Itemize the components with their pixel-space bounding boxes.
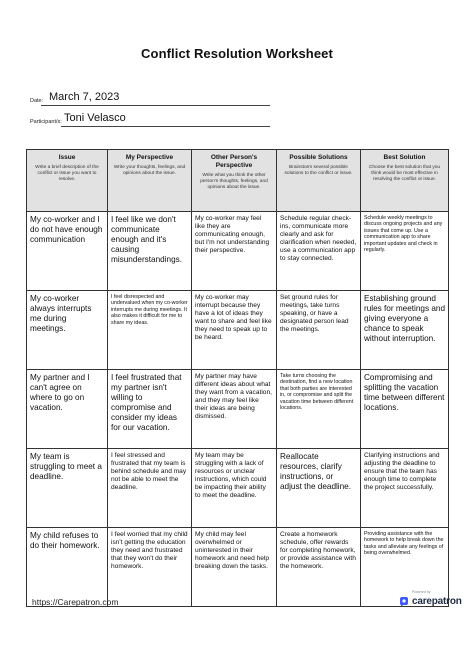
participant-underline <box>61 126 270 127</box>
best-solution-cell: Schedule weekly meetings to discuss ongoing projects and any issues that come up. Use a communication app to share important updates and check in regularly. <box>361 212 449 291</box>
carepatron-branding <box>398 590 462 620</box>
table-row <box>27 528 449 607</box>
carepatron-link[interactable]: https://Carepatron.com <box>32 597 119 607</box>
possible-solutions-cell: Create a homework schedule, offer rewards for completing homework, or provide assistance with the homework. <box>277 528 361 607</box>
brand-name: carepatron <box>412 596 462 607</box>
my-perspective-cell: I feel disrespected and undervalued when my co-worker interrupts me during meetings. It also makes it difficult for me to share my ideas. <box>108 291 192 370</box>
carepatron-logo-icon <box>398 596 410 608</box>
my-perspective-cell: I feel frustrated that my partner isn't willing to compromise and consider my ideas for our vacation. <box>108 370 192 449</box>
header-description: Write a brief description of the conflict or issue you want to resolve. <box>35 165 99 182</box>
header-description: Brainstorm several possible solutions to the conflict or issue. <box>284 165 353 176</box>
issue-cell: My child refuses to do their homework. <box>27 528 108 607</box>
participant-value: Toni Velasco <box>64 112 126 124</box>
date-field <box>30 86 270 106</box>
my-perspective-cell: I feel worried that my child isn't getting the education they need and frustrated that they won't do their homework. <box>108 528 192 607</box>
header-other-perspective <box>192 150 277 212</box>
date-value: March 7, 2023 <box>49 91 120 103</box>
table-row <box>27 370 449 449</box>
best-solution-cell: Compromising and splitting the vacation time between different locations. <box>361 370 449 449</box>
header-title: Other Person's Perspective <box>210 154 258 169</box>
participant-label: Participant/s: <box>30 119 62 125</box>
header-possible-solutions <box>277 150 361 212</box>
issue-cell: My co-worker always interrupts me during meetings. <box>27 291 108 370</box>
issue-cell: My partner and I can't agree on where to go on vacation. <box>27 370 108 449</box>
header-title: My Perspective <box>125 154 174 161</box>
header-my-perspective <box>108 150 192 212</box>
header-title: Issue <box>58 154 76 161</box>
issue-cell: My co-worker and I do not have enough communication <box>27 212 108 291</box>
possible-solutions-cell: Schedule regular check-ins, communicate more clearly and ask for clarification when needed, use a communication app to stay connected. <box>277 212 361 291</box>
participant-field <box>30 107 270 127</box>
best-solution-cell: Clarifying instructions and adjusting the deadline to ensure that the team has enough time to complete the project successfully. <box>361 449 449 528</box>
table-row <box>27 212 449 291</box>
header-description: Write what you think the other person's thoughts, feelings, and opinions about the issue. <box>200 173 268 190</box>
date-label: Date: <box>30 98 44 104</box>
issue-cell: My team is struggling to meet a deadline. <box>27 449 108 528</box>
table-header-row <box>27 150 449 212</box>
header-description: Choose the best solution that you think would be most effective in resolving the conflict or issue. <box>368 165 441 182</box>
other-perspective-cell: My team may be struggling with a lack of resources or unclear instructions, which could be impacting their ability to meet the deadline. <box>192 449 277 528</box>
possible-solutions-cell: Reallocate resources, clarify instructions, or adjust the deadline. <box>277 449 361 528</box>
worksheet-title: Conflict Resolution Worksheet <box>141 46 333 61</box>
other-perspective-cell: My partner may have different ideas about what they want from a vacation, and they may feel like their ideas are being dismissed. <box>192 370 277 449</box>
powered-by-text: Powered by <box>412 590 431 594</box>
table-row <box>27 291 449 370</box>
my-perspective-cell: I feel stressed and frustrated that my team is behind schedule and may not be able to meet the deadline. <box>108 449 192 528</box>
possible-solutions-cell: Set ground rules for meetings, take turns speaking, or have a designated person lead the meetings. <box>277 291 361 370</box>
best-solution-cell: Providing assistance with the homework to help break down the tasks and alleviate any feelings of being overwhelmed. <box>361 528 449 607</box>
header-description: Write your thoughts, feelings, and opinions about the issue. <box>113 165 186 176</box>
other-perspective-cell: My co-worker may feel like they are communicating enough, but I'm not understanding their perspective. <box>192 212 277 291</box>
header-issue <box>27 150 108 212</box>
header-best-solution <box>361 150 449 212</box>
other-perspective-cell: My co-worker may interrupt because they have a lot of ideas they want to share and feel like they need to speak up to be heard. <box>192 291 277 370</box>
header-title: Possible Solutions <box>289 154 348 161</box>
best-solution-cell: Establishing ground rules for meetings and giving everyone a chance to speak without interruption. <box>361 291 449 370</box>
possible-solutions-cell: Take turns choosing the destination, find a new location that both parties are interested in, or compromise and split the vacation time between different locations. <box>277 370 361 449</box>
other-perspective-cell: My child may feel overwhelmed or uninterested in their homework and need help breaking down the tasks. <box>192 528 277 607</box>
header-title: Best Solution <box>383 154 426 161</box>
date-underline <box>41 105 270 106</box>
table-row <box>27 449 449 528</box>
worksheet-table <box>26 149 449 607</box>
my-perspective-cell: I feel like we don't communicate enough and it's causing misunderstandings. <box>108 212 192 291</box>
